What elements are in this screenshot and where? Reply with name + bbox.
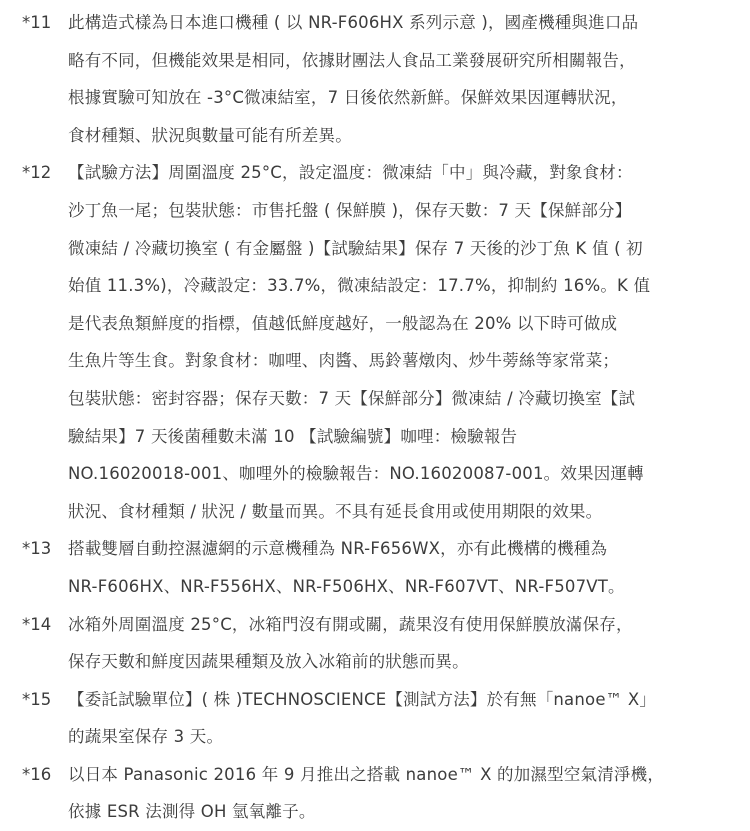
footnote-line: 包裝狀態：密封容器；保存天數：7 天【保鮮部分】微凍結 / 冷藏切換室【試: [68, 388, 636, 408]
footnote-line: 始值 11.3%)，冷藏設定：33.7%，微凍結設定：17.7%，抑制約 16%。K 值: [68, 276, 651, 296]
footnote-text: [68, 154, 732, 530]
footnote-line: 搭載雙層自動控濕濾網的示意機種為 NR-F656WX，亦有此機構的機種為: [68, 539, 608, 559]
footnote-text: [68, 530, 732, 605]
footnote-12: [22, 154, 732, 530]
footnote-line: 沙丁魚一尾；包裝狀態：市售托盤 ( 保鮮膜 )，保存天數：7 天【保鮮部分】: [68, 200, 632, 220]
footnote-line: 保存天數和鮮度因蔬果種類及放入冰箱前的狀態而異。: [68, 652, 469, 672]
footnote-line: 依據 ESR 法測得 OH 氫氧離子。: [68, 802, 316, 822]
footnote-line: NO.16020018-001、咖哩外的檢驗報告：NO.16020087-001。效果因運轉: [68, 464, 644, 484]
footnote-marker: *11: [22, 13, 52, 32]
footnote-line: 生魚片等生食。對象食材：咖哩、肉醬、馬鈴薯燉肉、炒牛蒡絲等家常菜；: [68, 351, 620, 371]
footnote-line: 驗結果】7 天後菌種數未滿 10 【試驗編號】咖哩：檢驗報告: [68, 426, 518, 446]
footnote-text: [68, 681, 732, 756]
footnote-15: [22, 681, 732, 756]
footnote-13: [22, 530, 732, 605]
footnote-marker: *16: [22, 764, 52, 784]
footnote-line: 【委託試驗單位】( 株 )TECHNOSCIENCE【測試方法】於有無「nanoe™ X」: [68, 689, 657, 709]
footnote-line: 狀況、食材種類 / 狀況 / 數量而異。不具有延長食用或使用期限的效果。: [68, 501, 603, 521]
footnote-marker: *14: [22, 614, 52, 634]
footnote-line: 微凍結 / 冷藏切換室 ( 有金屬盤 )【試驗結果】保存 7 天後的沙丁魚 K 值 ( 初: [68, 238, 643, 258]
footnote-line: 的蔬果室保存 3 天。: [68, 727, 224, 747]
footnote-marker: *13: [22, 539, 52, 559]
footnote-line: 根據實驗可知放在 -3°C微凍結室，7 日後依然新鮮。保鮮效果因運轉狀況，: [68, 88, 628, 108]
footnote-text: [68, 4, 732, 154]
footnote-line: 此構造式樣為日本進口機種 ( 以 NR-F606HX 系列示意 )，國產機種與進口品: [68, 13, 639, 32]
footnote-line: 是代表魚類鮮度的指標，值越低鮮度越好，一般認為在 20% 以下時可做成: [68, 313, 618, 333]
footnote-line: 冰箱外周圍溫度 25°C，冰箱門沒有開或關，蔬果沒有使用保鮮膜放滿保存，: [68, 614, 633, 634]
footnote-text: [68, 606, 732, 681]
footnote-marker: *15: [22, 689, 52, 709]
footnote-16: [22, 756, 732, 831]
footnote-11: [22, 4, 732, 154]
footnote-line: 【試驗方法】周圍溫度 25°C，設定溫度：微凍結「中」與冷藏，對象食材：: [68, 163, 633, 183]
footnote-marker: *12: [22, 163, 52, 183]
footnote-line: 以日本 Panasonic 2016 年 9 月推出之搭載 nanoe™ X 的加濕型空氣清淨機，: [68, 764, 665, 784]
footnote-line: 食材種類、狀況與數量可能有所差異。: [68, 125, 352, 145]
footnote-line: NR-F606HX、NR-F556HX、NR-F506HX、NR-F607VT、NR-F507VT。: [68, 576, 625, 596]
footnote-14: [22, 606, 732, 681]
footnote-line: 略有不同，但機能效果是相同，依據財團法人食品工業發展研究所相關報告，: [68, 50, 636, 70]
footnote-text: [68, 756, 732, 831]
